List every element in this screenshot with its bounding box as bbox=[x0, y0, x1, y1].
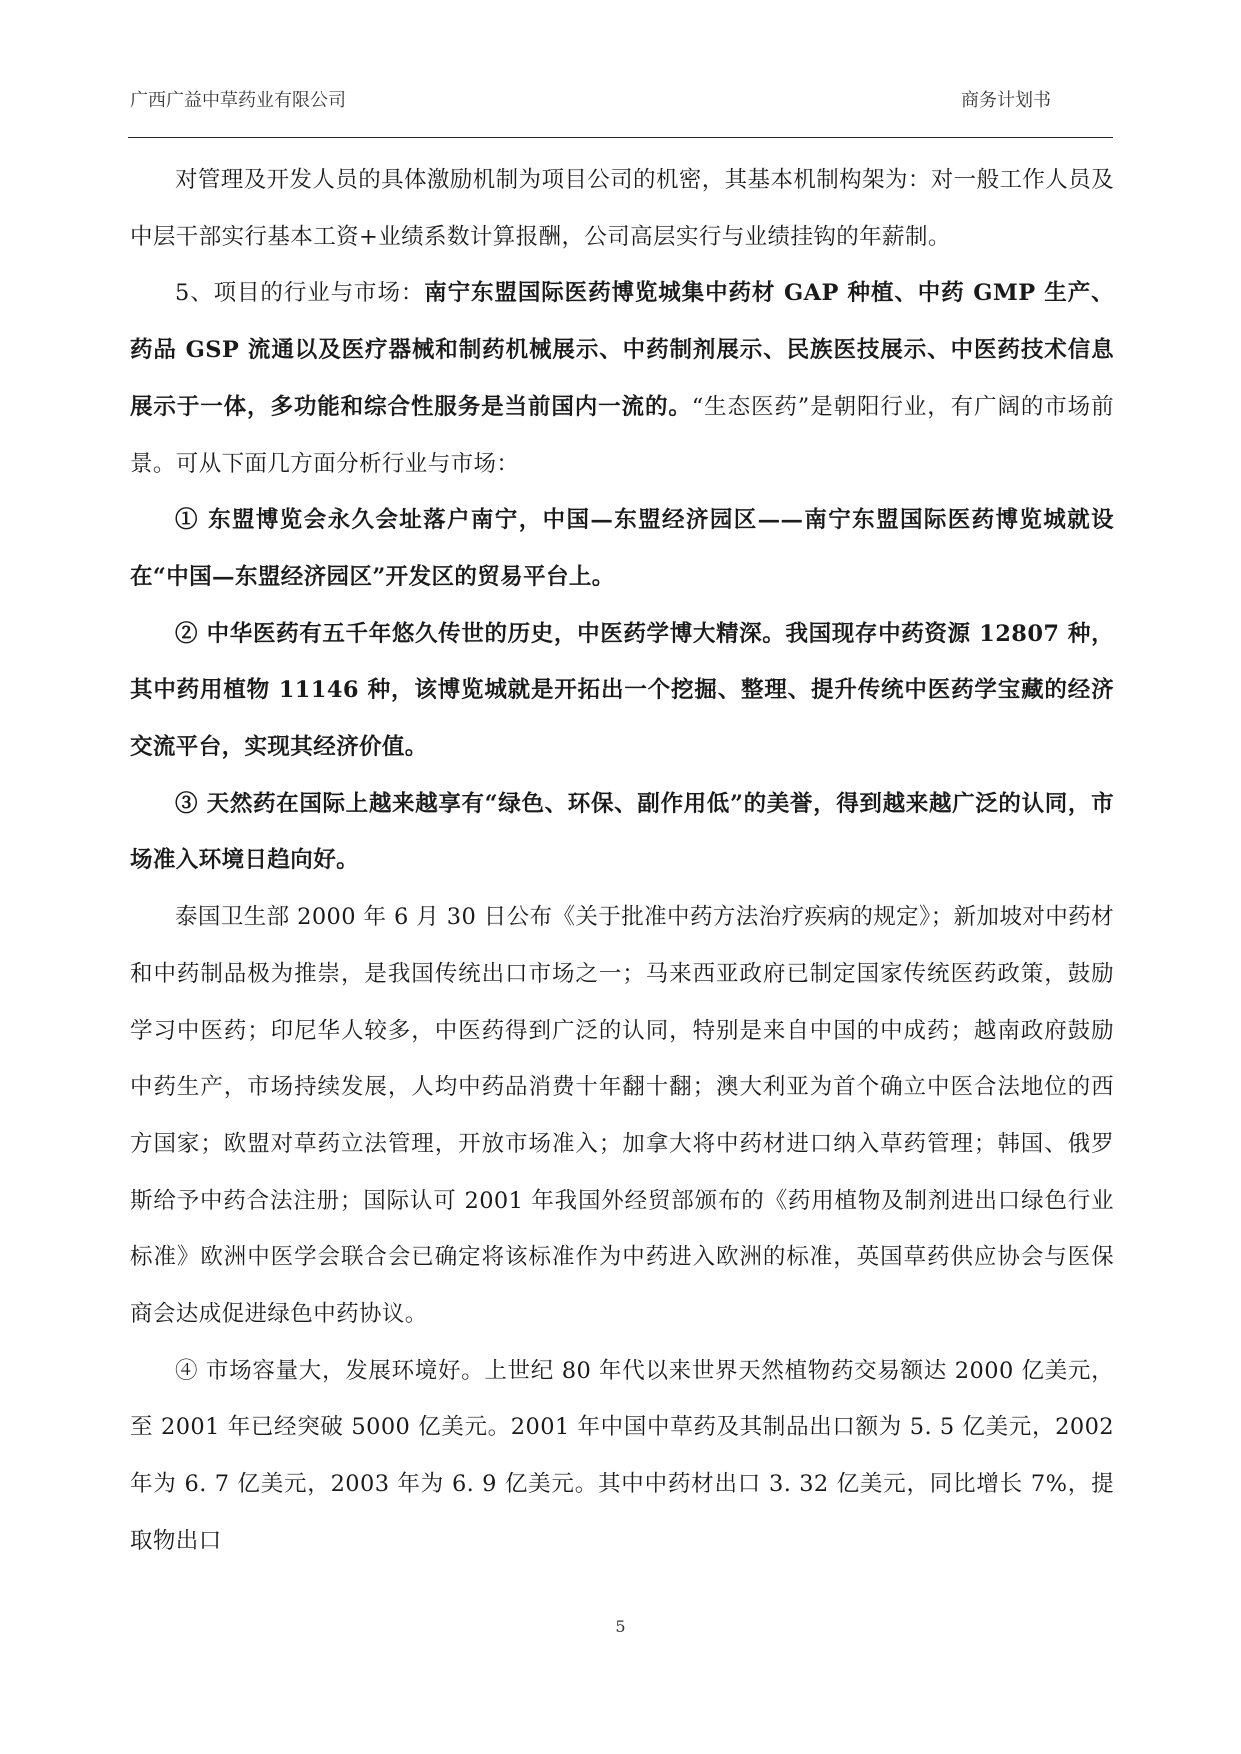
paragraph-point-2: ② 中华医药有五千年悠久传世的历史，中医药学博大精深。我国现存中药资源 12807 种，其中药用植物 11146 种，该博览城就是开拓出一个挖掘、整理、提升传统中医药学宝藏的经济交流平台，实现其经济价值。 bbox=[130, 620, 1114, 761]
paragraph-incentive: 对管理及开发人员的具体激励机制为项目公司的机密，其基本机制构架为：对一般工作人员及中层干部实行基本工资+业绩系数计算报酬，公司高层实行与业绩挂钩的年薪制。 bbox=[130, 167, 1114, 250]
header-divider bbox=[128, 137, 1113, 138]
paragraph-industry-market bbox=[130, 265, 1114, 492]
document-type: 商务计划书 bbox=[961, 90, 1051, 111]
page-body bbox=[130, 152, 1114, 1570]
paragraph-point-1: ① 东盟博览会永久会址落户南宁，中国—东盟经济园区——南宁东盟国际医药博览城就设在“中国—东盟经济园区”开发区的贸易平台上。 bbox=[130, 507, 1114, 590]
page-header bbox=[130, 86, 1111, 126]
paragraph-point-3: ③ 天然药在国际上越来越享有“绿色、环保、副作用低”的美誉，得到越来越广泛的认同，市场准入环境日趋向好。 bbox=[130, 790, 1114, 874]
page-number: 5 bbox=[615, 1617, 626, 1636]
paragraph-lead: 5、项目的行业与市场： bbox=[175, 280, 425, 307]
paragraph-tail: “生态医药”是朝阳行业，有广阔的市场前景。可从下面几方面分析行业与市场： bbox=[130, 393, 1114, 477]
paragraph-bold-text: 南宁东盟国际医药博览城集中药材 GAP 种植、中药 GMP 生产、药品 GSP 流通以及医疗器械和制药机械展示、中药制剂展示、民族医技展示、中医药技术信息展示于一体，多功能和综合性服务是当前国内一流的。 bbox=[130, 280, 1114, 420]
paragraph-point-4: ④ 市场容量大，发展环境好。上世纪 80 年代以来世界天然植物药交易额达 2000 亿美元，至 2001 年已经突破 5000 亿美元。2001 年中国中草药及其制品出口额为 5. 5 亿美元，2002 年为 6. 7 亿美元，2003 年为 6. 9 亿美元。其中中药材出口 3. 32 亿美元，同比增长 7%，提取物出口 bbox=[130, 1357, 1114, 1554]
company-name: 广西广益中草药业有限公司 bbox=[130, 90, 346, 111]
paragraph-countries: 泰国卫生部 2000 年 6 月 30 日公布《关于批准中药方法治疗疾病的规定》；新加坡对中药材和中药制品极为推崇，是我国传统出口市场之一；马来西亚政府已制定国家传统医药政策，鼓励学习中医药；印尼华人较多，中医药得到广泛的认同，特别是来自中国的中成药；越南政府鼓励中药生产，市场持续发展，人均中药品消费十年翻十翻；澳大利亚为首个确立中医合法地位的西方国家；欧盟对草药立法管理，开放市场准入；加拿大将中药材进口纳入草药管理；韩国、俄罗斯给予中药合法注册；国际认可 2001 年我国外经贸部颁布的《药用植物及制剂进出口绿色行业标准》欧洲中医学会联合会已确定将该标准作为中药进入欧洲的标准，英国草药供应协会与医保商会达成促进绿色中药协议。 bbox=[130, 904, 1114, 1328]
